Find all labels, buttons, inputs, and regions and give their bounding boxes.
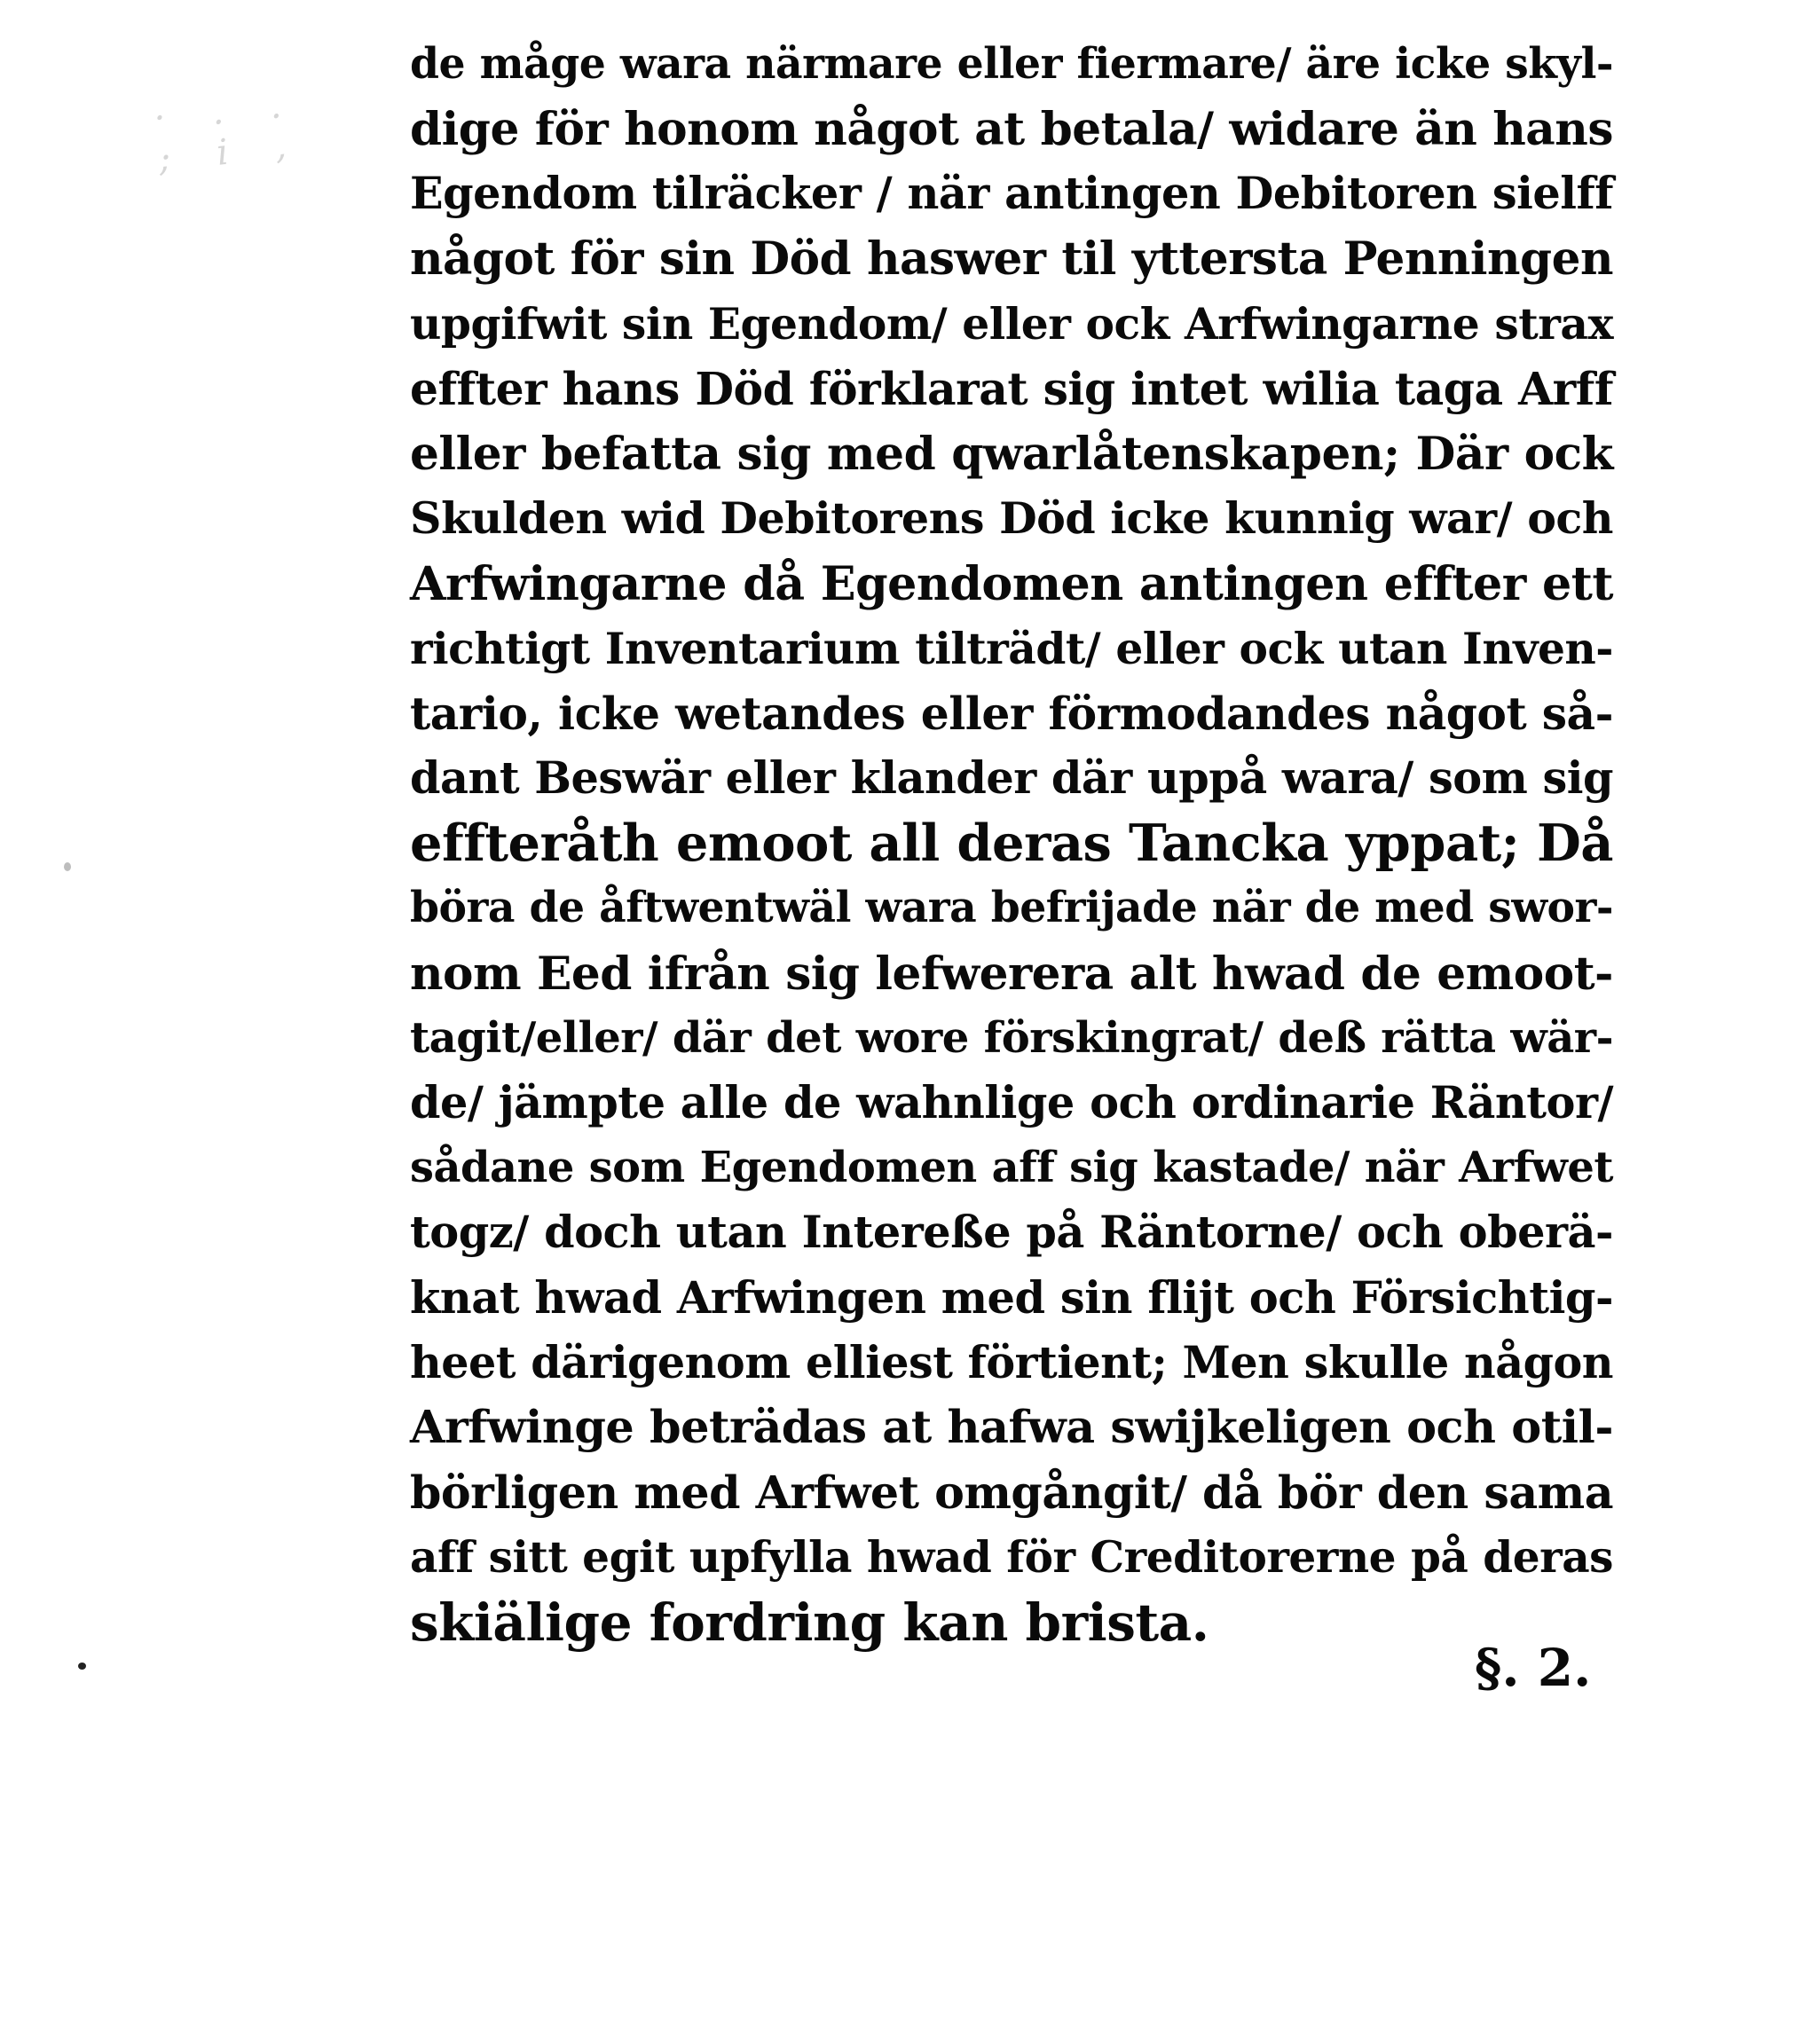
text-line: de/ jämpte alle de wahnlige och ordinarie Räntor/: [410, 1077, 1613, 1128]
body-text: [410, 32, 1613, 1655]
text-line: dant Beswär eller klander där uppå wara/ som sig: [410, 752, 1613, 805]
text-line: skiälige fordring kan brista.: [410, 1592, 1209, 1653]
text-line: Arfwingarne då Egendomen antingen effter ett: [410, 556, 1613, 611]
text-line: börligen med Arfwet omgångit/ då bör den sama: [410, 1466, 1613, 1520]
text-line: de måge wara närmare eller fiermare/ äre icke skyl-: [410, 40, 1613, 89]
ink-speck: [64, 862, 71, 871]
text-line: böra de åftwentwäl wara befrijade när de med swor-: [410, 884, 1613, 933]
text-line: dige för honom något at betala/ widare än hans: [410, 102, 1613, 157]
text-line: aff sitt egit upfylla hwad för Creditorerne på deras: [410, 1532, 1613, 1584]
text-line: Egendom tilräcker / när antingen Debitoren sielff: [410, 168, 1613, 220]
text-line: något för sin Död haswer til yttersta Penningen: [410, 232, 1613, 286]
text-line: effter hans Död förklarat sig intet wilia taga Arff: [410, 362, 1613, 415]
text-line: Skulden wid Debitorens Död icke kunnig war/ och: [410, 492, 1613, 545]
text-line: effteråth emoot all deras Tancka yppat; Då: [410, 813, 1613, 874]
text-line: sådane som Egendomen aff sig kastade/ när Arfwet: [410, 1143, 1613, 1193]
text-line: tario, icke wetandes eller förmodandes något så-: [410, 687, 1613, 740]
ink-speck: [78, 1663, 86, 1670]
text-line: Arfwinge beträdas at hafwa swijkeligen och otil-: [410, 1400, 1613, 1454]
text-line: knat hwad Arfwingen med sin flijt och Försichtig-: [410, 1271, 1613, 1324]
text-line: heet därigenom elliest förtient; Men skulle någon: [410, 1336, 1613, 1388]
section-marker: §. 2.: [1475, 1638, 1592, 1698]
text-line: eller befatta sig med qwarlåtenskapen; Där ock: [410, 427, 1613, 482]
marginal-faint-marks: · . . ; i ,: [152, 83, 306, 180]
text-line: togz/ doch utan Intereße på Räntorne/ och oberä-: [410, 1207, 1613, 1259]
text-line: nom Eed ifrån sig lefwerera alt hwad de emoot-: [410, 946, 1613, 1001]
text-line: richtigt Inventarium tilträdt/ eller ock utan Inven-: [410, 623, 1613, 674]
text-line: tagit/eller/ där det wore förskingrat/ deß rätta wär-: [410, 1012, 1613, 1063]
text-line: upgifwit sin Egendom/ eller ock Arfwingarne strax: [410, 298, 1613, 350]
